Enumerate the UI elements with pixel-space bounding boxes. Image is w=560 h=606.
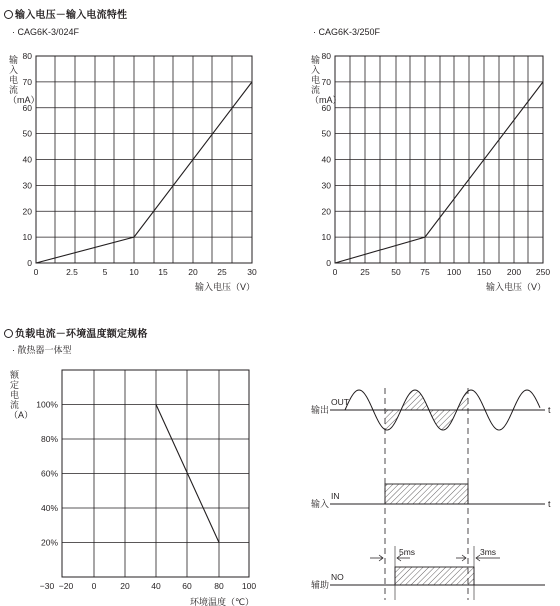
x-tick-label: 40 bbox=[151, 581, 161, 591]
timing-diagram bbox=[311, 388, 551, 600]
delay-label-3ms: 3ms bbox=[480, 547, 497, 557]
series-line bbox=[335, 82, 543, 263]
x-tick-label: −20 bbox=[58, 581, 74, 591]
x-axis-label: 环境温度（℃） bbox=[189, 597, 255, 606]
x-tick-label: 0 bbox=[91, 581, 97, 591]
x-tick-label: 0 bbox=[33, 267, 39, 277]
chart1-ylabel: 输入电流（mA） bbox=[8, 55, 40, 105]
chart1-subtitle: · CAG6K-3/024F bbox=[12, 27, 80, 37]
y-tick-label: 20 bbox=[22, 206, 32, 217]
section2-title: 负载电流－环境温度额定规格 bbox=[4, 325, 148, 340]
circle-bullet-icon bbox=[4, 329, 13, 338]
x-tick-label: 200 bbox=[506, 267, 522, 277]
output-conduction-hatch bbox=[385, 390, 468, 430]
x-tick-label: 75 bbox=[420, 267, 430, 277]
x-tick-label: 15 bbox=[158, 267, 168, 277]
no-pulse bbox=[395, 567, 474, 585]
x-tick-label: 10 bbox=[129, 267, 139, 277]
input-pulse bbox=[385, 484, 468, 504]
signal-tag: NO bbox=[331, 572, 344, 582]
x-tick-label: −30 bbox=[39, 581, 55, 591]
y-tick-label: 50 bbox=[321, 128, 331, 139]
chart3-ylabel: 额定电流（A） bbox=[9, 370, 34, 420]
y-tick-label: 20% bbox=[40, 537, 58, 548]
out-t-label: t bbox=[548, 405, 551, 415]
arrow-5ms-left bbox=[370, 555, 383, 561]
y-tick-label: 70 bbox=[321, 76, 331, 87]
x-tick-label: 60 bbox=[182, 581, 192, 591]
y-tick-label: 20 bbox=[321, 206, 331, 217]
x-tick-label: 250 bbox=[535, 267, 551, 277]
signal-label: 输出 bbox=[311, 405, 330, 415]
y-tick-label: 60 bbox=[22, 102, 32, 113]
y-tick-label: 60% bbox=[40, 468, 58, 479]
x-tick-label: 0 bbox=[332, 267, 338, 277]
section2-subtitle: · 散热器一体型 bbox=[12, 345, 72, 355]
x-tick-label: 100 bbox=[446, 267, 462, 277]
chart2 bbox=[322, 51, 551, 292]
in-t-label: t bbox=[548, 499, 551, 509]
x-tick-label: 30 bbox=[247, 267, 257, 277]
x-tick-label: 20 bbox=[188, 267, 198, 277]
x-tick-label: 25 bbox=[360, 267, 370, 277]
x-tick-label: 100 bbox=[241, 581, 257, 591]
delay-label-5ms: 5ms bbox=[399, 547, 416, 557]
x-tick-label: 2.5 bbox=[66, 267, 78, 277]
y-tick-label: 50 bbox=[22, 128, 32, 139]
y-tick-label: 10 bbox=[321, 232, 331, 243]
series-line bbox=[36, 82, 252, 263]
x-tick-label: 150 bbox=[476, 267, 492, 277]
y-tick-label: 60 bbox=[321, 102, 331, 113]
x-tick-label: 80 bbox=[214, 581, 224, 591]
y-tick-label: 100% bbox=[36, 399, 58, 410]
x-tick-label: 20 bbox=[120, 581, 130, 591]
signal-tag: OUT bbox=[331, 397, 349, 407]
y-tick-label: 30 bbox=[22, 180, 32, 191]
y-tick-label: 80 bbox=[22, 51, 32, 61]
y-tick-label: 40 bbox=[321, 154, 331, 165]
y-tick-label: 80% bbox=[40, 434, 58, 444]
x-axis-label: 输入电压（V） bbox=[194, 282, 256, 292]
x-tick-label: 25 bbox=[217, 267, 227, 277]
chart2-subtitle: · CAG6K-3/250F bbox=[313, 27, 381, 37]
y-tick-label: 40% bbox=[40, 503, 58, 513]
y-tick-label: 0 bbox=[326, 258, 331, 268]
signal-label: 辅助 bbox=[311, 580, 330, 590]
chart3 bbox=[36, 370, 256, 606]
y-tick-label: 0 bbox=[27, 258, 32, 268]
x-axis-label: 输入电压（V） bbox=[485, 282, 547, 292]
signal-tag: IN bbox=[331, 491, 340, 501]
y-tick-label: 30 bbox=[321, 180, 331, 191]
section1-title: 输入电压－输入电流特性 bbox=[4, 6, 127, 21]
x-tick-label: 50 bbox=[391, 267, 401, 277]
y-tick-label: 80 bbox=[321, 51, 331, 61]
arrow-3ms-left bbox=[456, 555, 466, 561]
y-tick-label: 10 bbox=[22, 232, 32, 243]
chart1 bbox=[23, 51, 257, 292]
x-tick-label: 5 bbox=[102, 267, 108, 277]
signal-label: 输入 bbox=[311, 499, 330, 509]
y-tick-label: 40 bbox=[22, 154, 32, 165]
y-tick-label: 70 bbox=[22, 76, 32, 87]
chart2-ylabel: 输入电流（mA） bbox=[310, 55, 342, 105]
